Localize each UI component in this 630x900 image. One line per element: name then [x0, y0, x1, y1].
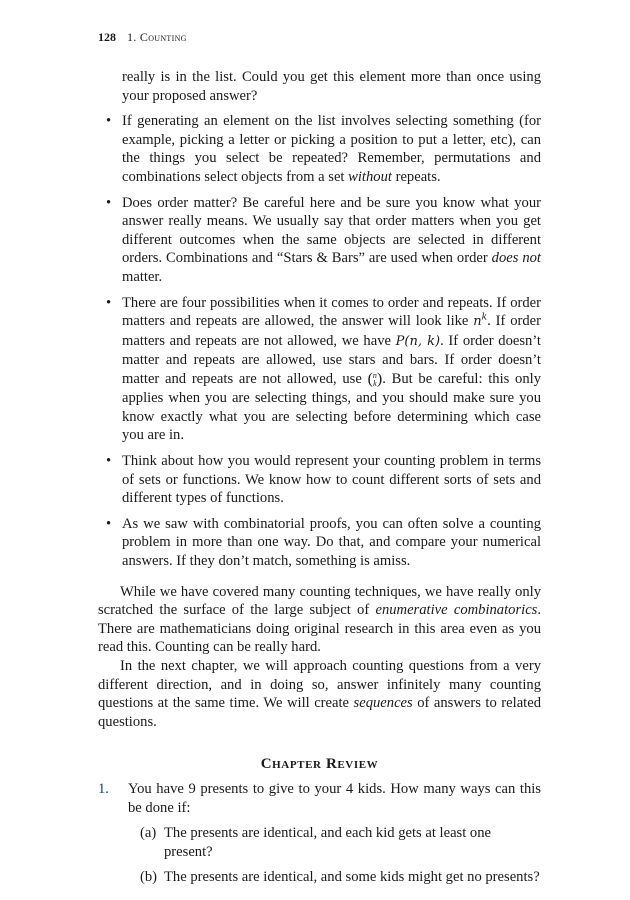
list-item: • As we saw with combinatorial proofs, you can often solve a counting problem in more than one way. Do that, and compare your numerical answers. If they don’t match, something is amiss.: [106, 515, 541, 569]
exercise-text: You have 9 presents to give to your 4 kids. How many ways can this be done if:: [128, 780, 541, 816]
bullet-icon: •: [106, 113, 112, 130]
exercise-part-b: (b) The presents are identical, and some kids might get no presents?: [140, 869, 540, 886]
list-item: • There are four possibilities when it comes to order and repeats. If order matters and repeats are allowed, the answer will look like $n^k$. If order matters and repeats are not allowed, we have P(n, k). If order doesn’t matter and repeats are allowed, use stars and bars. If order doesn’t matter and repeats are not allowed, use (n k). But be careful: this only applies when you are selecting things, and you should make sure you know exactly what you are selecting before determining which case you are in.: [106, 294, 541, 444]
list-item: • If generating an element on the list involves selecting something (for example, picking a letter or picking a position to put a letter, etc), can the things you select be repeated? Remember, permutations and combinations select objects from a set without repeats.: [106, 113, 541, 185]
intro-continuation: really is in the list. Could you get this element more than once using your proposed answer?: [122, 69, 541, 104]
chapter-review-heading: Chapter Review: [260, 756, 379, 773]
tips-list: [98, 112, 541, 570]
binomial-expression: (n k): [367, 370, 383, 388]
bullet-icon: •: [106, 453, 112, 469]
exercise-number: 1.: [98, 780, 109, 797]
paragraph-summary: While we have covered many counting techniques, we have really only scratched the surface of the large subject of enumerative combinatorics. There are mathematicians doing original research in this area even as you read this. Counting can be really hard.: [98, 583, 542, 656]
power-expression: $n^k$: [473, 312, 488, 330]
page-number: 128: [98, 30, 116, 44]
section-title: 1. Counting: [127, 30, 187, 44]
bullet-icon: •: [106, 294, 112, 311]
page-content: [98, 68, 541, 887]
paragraph-next-chapter: In the next chapter, we will approach counting questions from a very different direction, and in doing so, answer infinitely many counting questions at the same time. We will create sequences of answers to related questions.: [98, 657, 541, 730]
exercise-1: [98, 780, 541, 887]
running-header: [98, 30, 187, 44]
exercise-part-a: (a) The presents are identical, and each kid gets at least one present?: [140, 825, 492, 860]
bullet-icon: •: [106, 515, 112, 532]
list-item: • Does order matter? Be careful here and be sure you know what your answer really means. We usually say that order matters when you get different outcomes when the same objects are selected in different orders. Combinations and “Stars & Bars” are used when order does not matter.: [106, 194, 541, 285]
list-item: • Think about how you would represent your counting problem in terms of sets or functions. We know how to count different sorts of sets and different types of functions.: [106, 453, 541, 507]
bullet-icon: •: [106, 194, 112, 211]
permutation-expression: P(n, k): [395, 333, 441, 349]
